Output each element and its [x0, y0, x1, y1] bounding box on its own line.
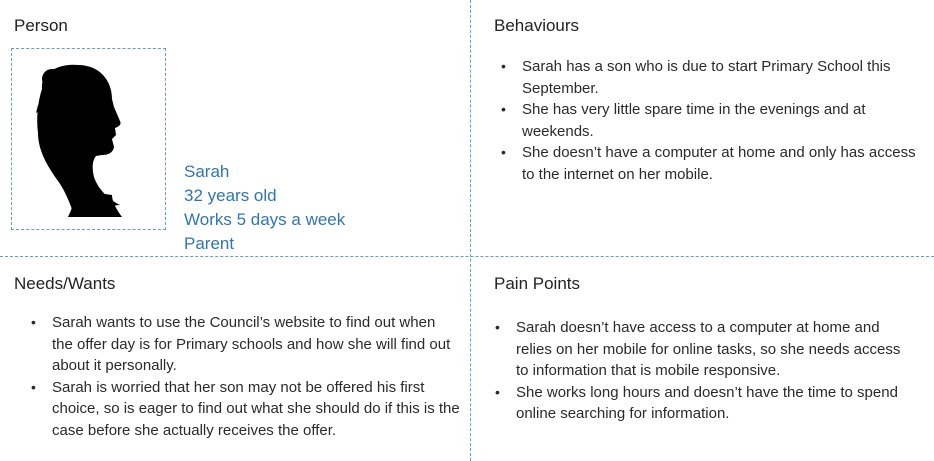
- list-item: • She doesn’t have a computer at home and only has access to the internet on her mobile.: [498, 142, 924, 185]
- list-item: • Sarah has a son who is due to start Primary School this September.: [498, 56, 924, 99]
- list-item: • She works long hours and doesn’t have the time to spend online searching for information.: [492, 382, 916, 425]
- list-item: • Sarah wants to use the Council’s website to find out when the offer day is for Primary schools and how she will find out about it personally.: [28, 312, 460, 377]
- person-work: Works 5 days a week: [184, 210, 346, 229]
- person-name: Sarah: [184, 162, 230, 181]
- person-title: Person: [14, 16, 68, 35]
- woman-silhouette-icon: [12, 49, 165, 229]
- behaviours-list: [498, 56, 924, 185]
- pain-points-list: [492, 317, 916, 425]
- vertical-divider: [470, 0, 471, 461]
- horizontal-divider: [0, 256, 934, 257]
- list-item: • She has very little spare time in the evenings and at weekends.: [498, 99, 924, 142]
- list-item: • Sarah is worried that her son may not be offered his first choice, so is eager to find out what she should do if this is the case before she actually receives the offer.: [28, 377, 460, 442]
- person-photo-frame: [11, 48, 166, 230]
- pain-points-title: Pain Points: [494, 274, 580, 293]
- person-role: Parent: [184, 234, 235, 253]
- person-age: 32 years old: [184, 186, 277, 205]
- list-item: • Sarah doesn’t have access to a computer at home and relies on her mobile for online tasks, so she needs access to information that is mobile responsive.: [492, 317, 916, 382]
- behaviours-title: Behaviours: [494, 16, 580, 35]
- needs-wants-list: [28, 312, 460, 441]
- needs-wants-title: Needs/Wants: [14, 274, 116, 293]
- person-details: [184, 160, 345, 256]
